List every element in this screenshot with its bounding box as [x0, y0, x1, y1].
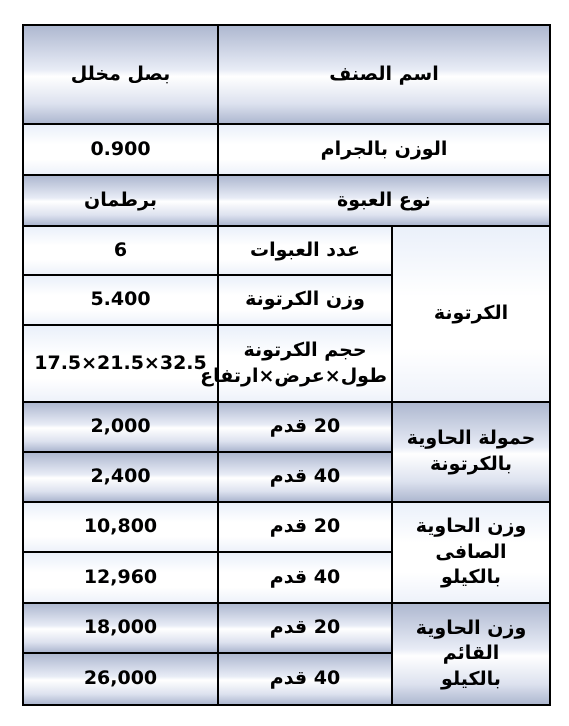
carton-weight-value: 5.400: [23, 275, 218, 325]
container-load-40ft-value: 2,400: [23, 452, 218, 502]
carton-volume-label-line2: طول×عرض×ارتفاع: [200, 364, 387, 387]
carton-volume-label-line1: حجم الكرتونة: [243, 338, 367, 361]
net-weight-20ft-label: 20 قدم: [218, 502, 392, 552]
pack-type-label: نوع العبوة: [218, 175, 550, 226]
net-weight-40ft-value: 12,960: [23, 552, 218, 603]
carton-label: الكرتونة: [392, 226, 550, 402]
table-row: [23, 603, 550, 653]
net-weight-label: [392, 502, 550, 603]
gross-weight-40ft-value: 26,000: [23, 653, 218, 705]
net-weight-label-line1: وزن الحاوية الصافى: [415, 515, 527, 563]
table-row: [23, 502, 550, 552]
carton-volume-value: 17.5×21.5×32.5: [23, 325, 218, 402]
pack-type-value: برطمان: [23, 175, 218, 226]
weight-label: الوزن بالجرام: [218, 124, 550, 175]
table-row: [23, 226, 550, 275]
gross-weight-20ft-value: 18,000: [23, 603, 218, 653]
table-row: [23, 25, 550, 124]
net-weight-40ft-label: 40 قدم: [218, 552, 392, 603]
item-name-label: اسم الصنف: [218, 25, 550, 124]
container-load-20ft-label: 20 قدم: [218, 402, 392, 452]
container-load-20ft-value: 2,000: [23, 402, 218, 452]
container-load-label: [392, 402, 550, 502]
gross-weight-label-line1: وزن الحاوية القائم: [415, 616, 527, 665]
product-spec-table: [22, 24, 551, 706]
item-name-value: بصل مخلل: [23, 25, 218, 124]
table-row: [23, 175, 550, 226]
carton-count-label: عدد العبوات: [218, 226, 392, 275]
weight-value: 0.900: [23, 124, 218, 175]
gross-weight-label-line2: بالكيلو: [441, 667, 501, 690]
carton-count-value: 6: [23, 226, 218, 275]
container-load-40ft-label: 40 قدم: [218, 452, 392, 502]
net-weight-20ft-value: 10,800: [23, 502, 218, 552]
carton-volume-label: [200, 325, 392, 402]
carton-weight-label: وزن الكرتونة: [218, 275, 392, 325]
table-row: [23, 124, 550, 175]
gross-weight-40ft-label: 40 قدم: [218, 653, 392, 705]
net-weight-label-line2: بالكيلو: [441, 566, 501, 589]
table-row: [23, 402, 550, 452]
container-load-label-line2: بالكرتونة: [430, 453, 512, 475]
container-load-label-line1: حمولة الحاوية: [406, 427, 536, 450]
gross-weight-20ft-label: 20 قدم: [218, 603, 392, 653]
gross-weight-label: [392, 603, 550, 705]
